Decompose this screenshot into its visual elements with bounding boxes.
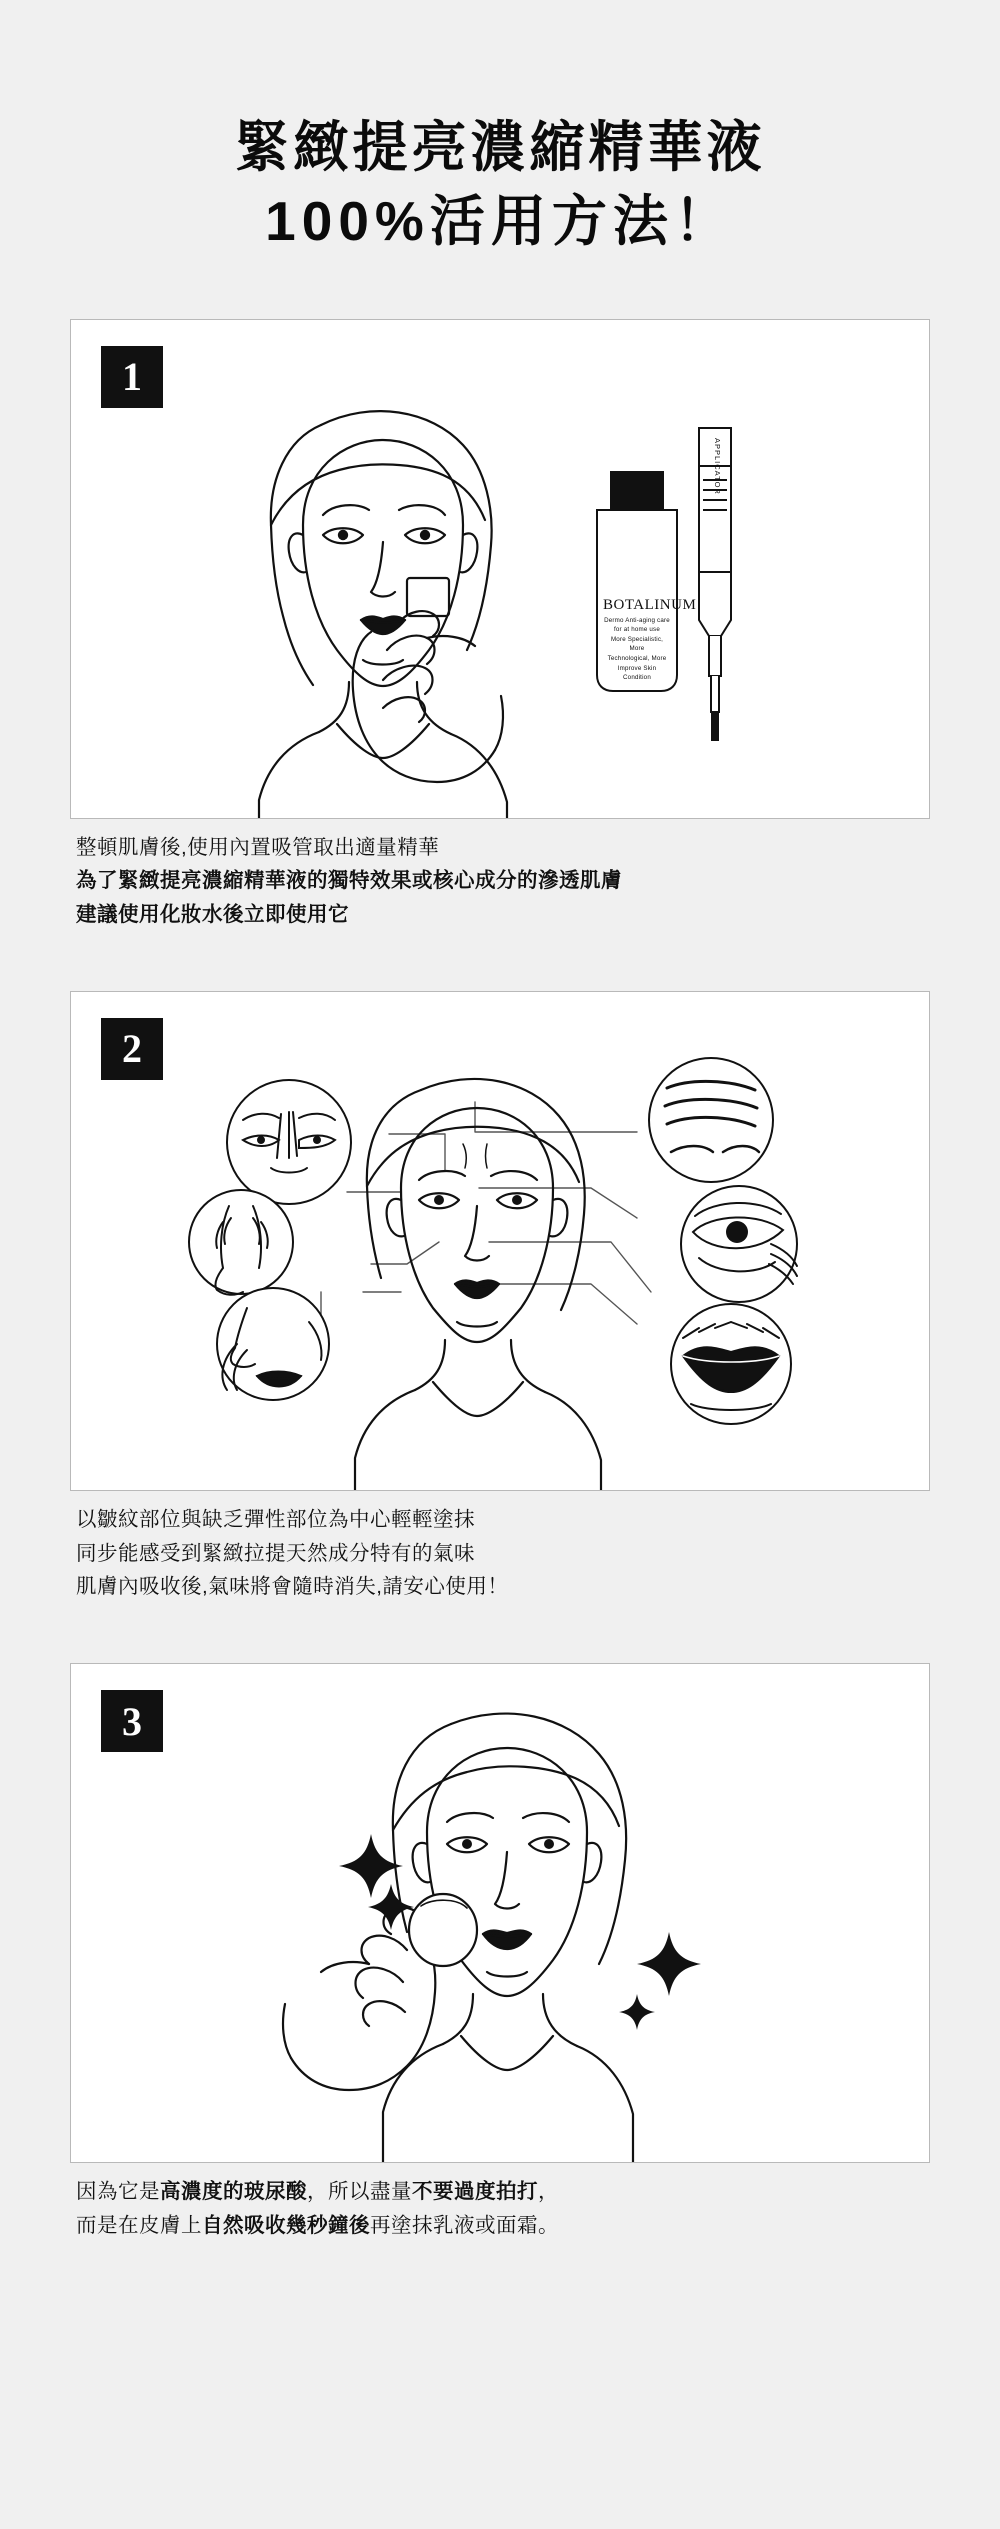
step-1-illustration [71, 320, 929, 819]
step-1-caption-line-1: 整頓肌膚後,使用內置吸管取出適量精華 [76, 835, 440, 859]
s3-l2-strong: 自然吸收幾秒鐘後 [202, 2213, 370, 2237]
s3-l1-strong-2: 不要過度拍打 [412, 2180, 538, 2203]
step-3-caption [70, 2163, 930, 2242]
s3-l2-prefix: 而是在皮膚上 [76, 2213, 202, 2237]
step-1-badge: 1 [101, 346, 163, 408]
page-title [70, 0, 930, 259]
zone-nasolabial-folds [217, 1288, 329, 1400]
s3-l1-middle: ，所以盡量 [307, 2180, 412, 2203]
step-1-caption-line-3: 建議使用化妝水後立即使用它 [76, 903, 349, 926]
step-1-figure [70, 319, 930, 819]
s3-l1-prefix: 因為它是 [76, 2180, 160, 2203]
step-2-caption-line-1: 以皺紋部位與缺乏彈性部位為中心輕輕塗抹 [76, 1507, 475, 1531]
title-line-2: 100%活用方法！ [265, 190, 735, 253]
zone-lip-mouth-lines [671, 1304, 791, 1424]
title-line-1: 緊緻提亮濃縮精華液 [234, 116, 766, 178]
step-2 [70, 991, 930, 1603]
step-3 [70, 1663, 930, 2242]
zone-forehead-lines [649, 1058, 773, 1182]
step-2-caption-line-2: 同步能感受到緊緻拉提天然成分特有的氣味 [76, 1541, 475, 1565]
zone-glabella-frown-lines [227, 1080, 351, 1204]
bottle-desc-line-4: Technological, More [607, 654, 667, 662]
bottle-brand: BOTALINUM [603, 596, 697, 613]
step-1-caption-line-2: 為了緊緻提亮濃縮精華液的獨特效果或核心成分的滲透肌膚 [76, 869, 622, 893]
step-3-caption-line-1 [76, 2177, 924, 2208]
bottle-desc-line-3: More Specialistic, More [610, 635, 664, 653]
step-3-illustration [71, 1664, 929, 2163]
zone-nose-bridge-lines [189, 1190, 293, 1295]
step-2-illustration [71, 992, 929, 1491]
step-2-caption [70, 1491, 930, 1603]
bottle-description [603, 616, 671, 683]
bottle-desc-line-5: Improve Skin Condition [617, 664, 657, 682]
step-1-caption [70, 819, 930, 931]
step-2-caption-line-3: 肌膚內吸收後,氣味將會隨時消失,請安心使用！ [76, 1575, 509, 1599]
step-3-figure [70, 1663, 930, 2163]
step-1 [70, 319, 930, 931]
zone-under-eye-lines [681, 1186, 797, 1302]
bottle-desc-line-2: for at home use [614, 626, 660, 634]
s3-l1-strong: 高濃度的玻尿酸 [160, 2180, 307, 2203]
step-3-badge: 3 [101, 1690, 163, 1752]
bottle-desc-line-1: Dermo Anti-aging care [604, 616, 670, 624]
s3-l1-suffix: ， [538, 2180, 559, 2203]
step-3-caption-line-2 [76, 2211, 924, 2242]
step-2-figure [70, 991, 930, 1491]
s3-l2-middle: 再塗抹乳液或面霜。 [370, 2213, 559, 2237]
applicator-label: APPLICATOR [713, 437, 722, 495]
step-2-badge: 2 [101, 1018, 163, 1080]
